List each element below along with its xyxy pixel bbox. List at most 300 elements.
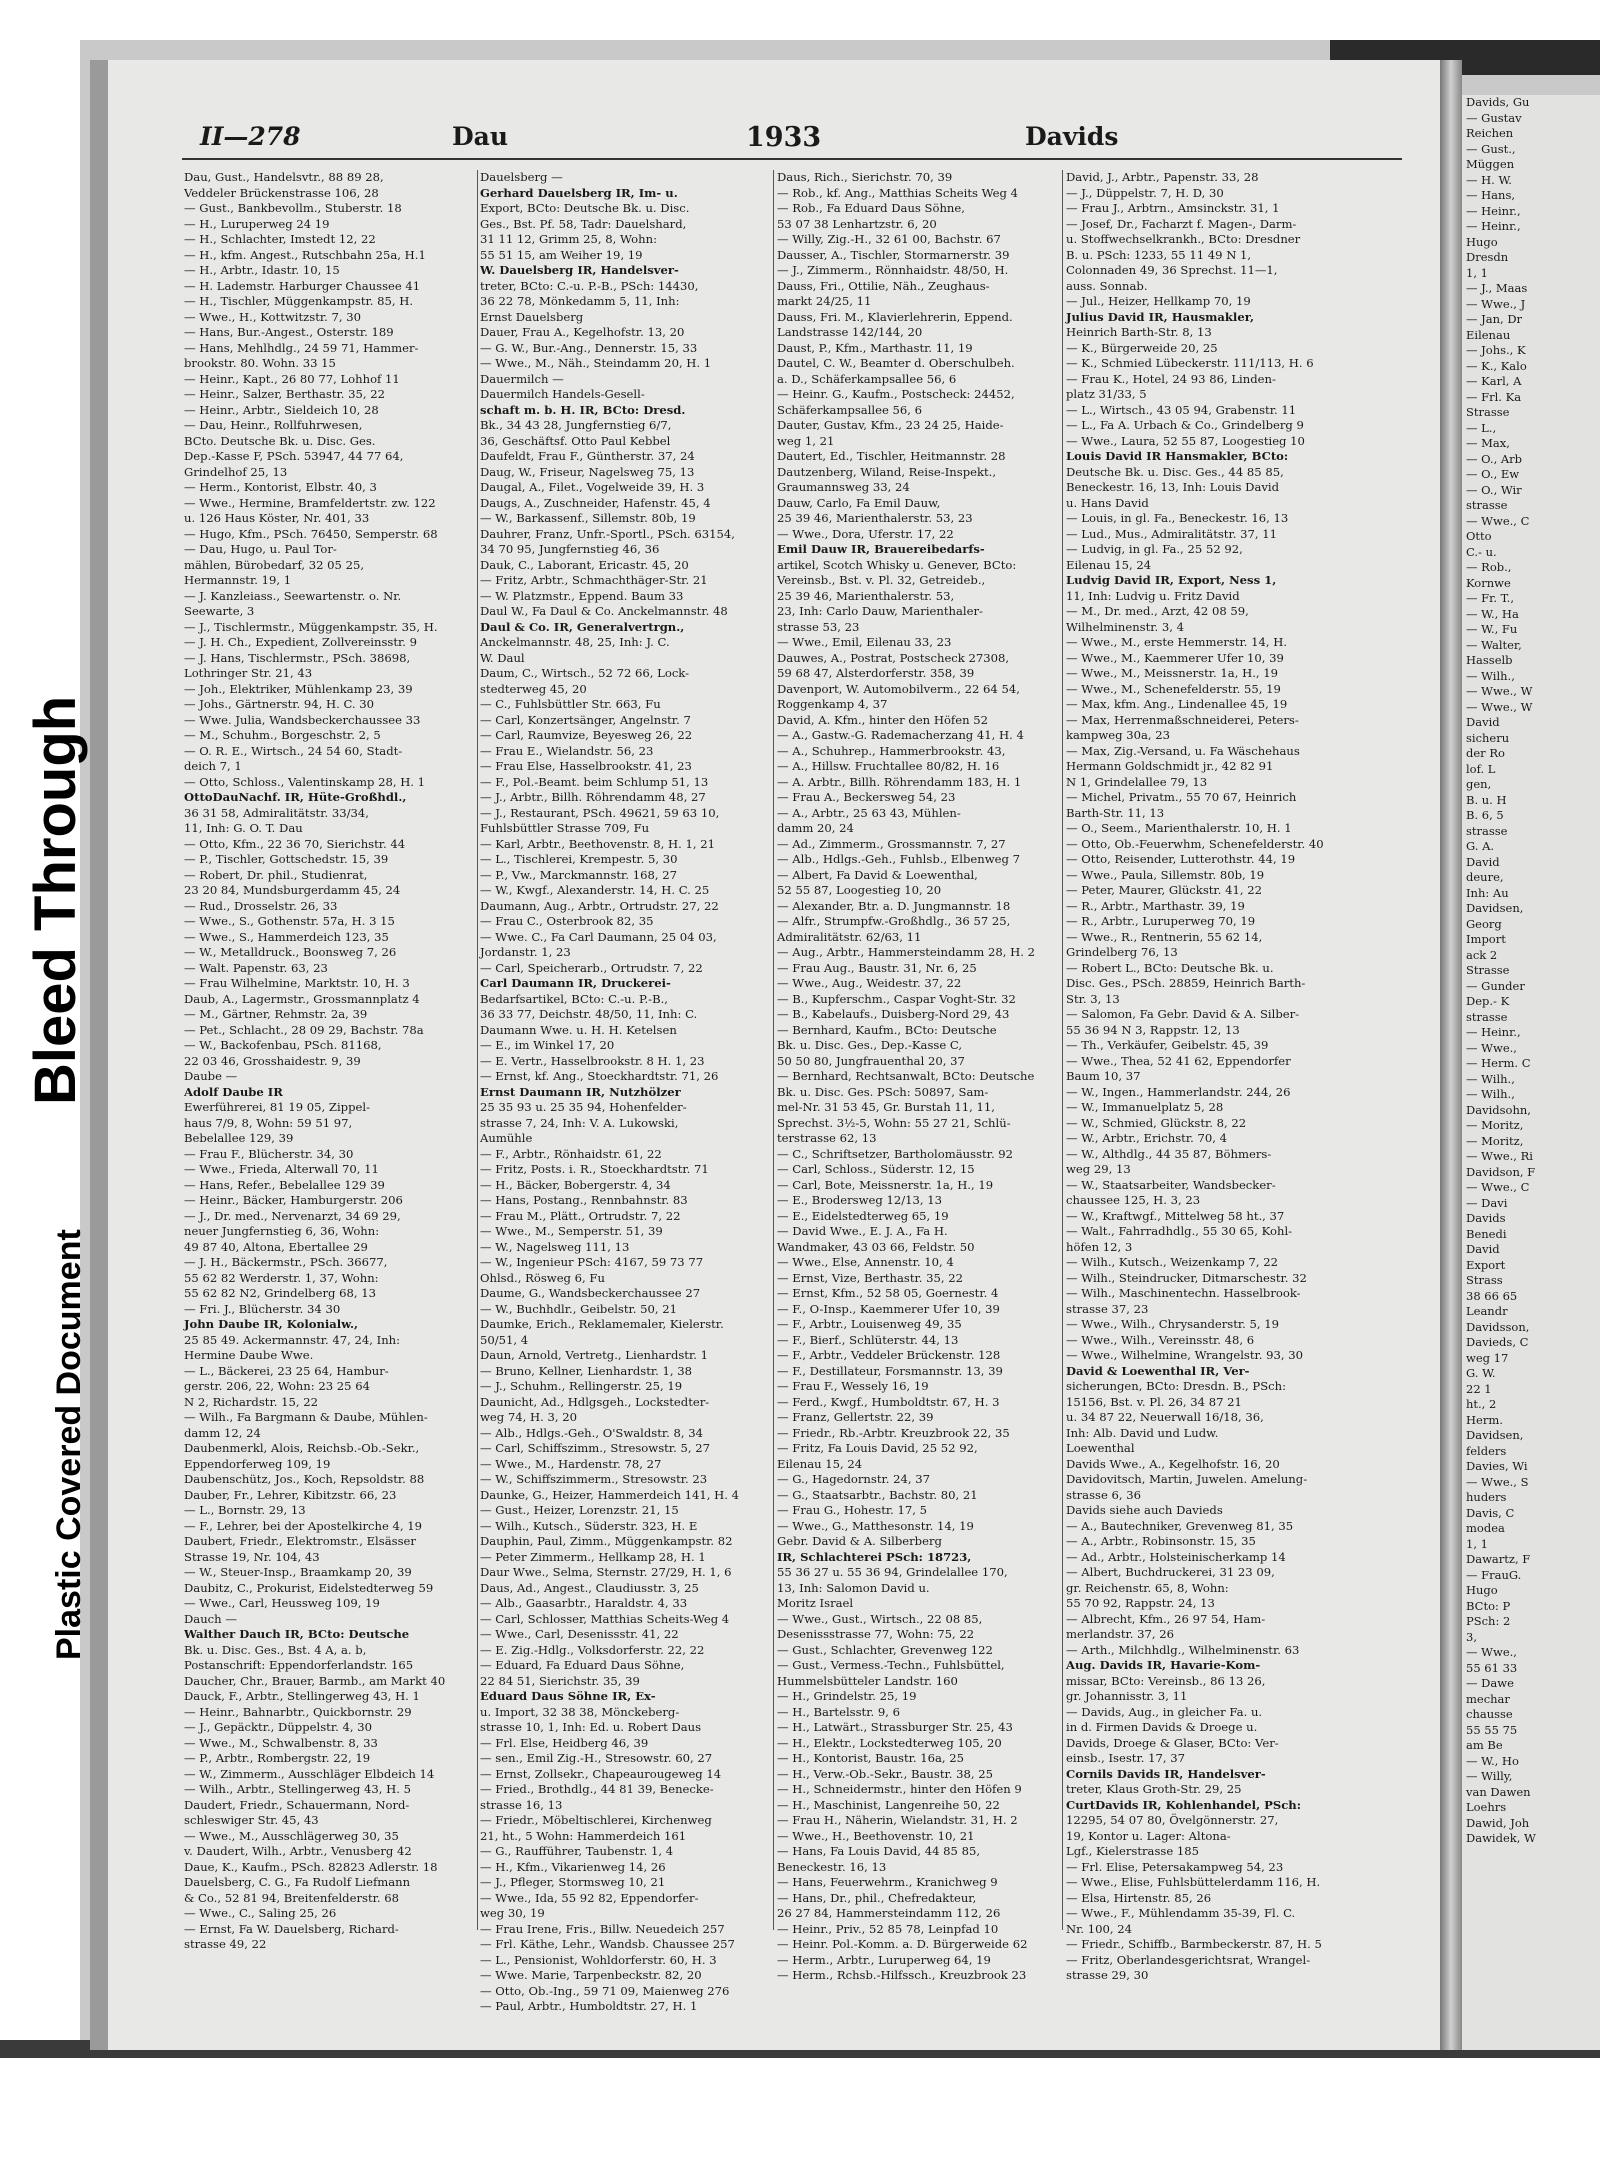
directory-entry: — Wwe., M., Ausschlägerweg 30, 35 (184, 1828, 399, 1843)
directory-entry: u. Import, 32 38 38, Mönckeberg- (480, 1704, 680, 1719)
directory-entry: gen, (1466, 777, 1492, 791)
directory-entry: — Alb., Hdlgs.-Geh., O'Swaldstr. 8, 34 (480, 1425, 704, 1440)
directory-entry: van Dawen (1466, 1784, 1531, 1799)
directory-entry: — P., Arbtr., Rombergstr. 22, 19 (184, 1751, 371, 1765)
directory-entry: Dauss, Fri., Ottilie, Näh., Zeughaus- (777, 278, 990, 293)
directory-entry: — C., Fuhlsbüttler Str. 663, Fu (480, 697, 661, 711)
directory-entry: — Jan, Dr (1466, 312, 1523, 326)
directory-entry: — L., Fa A. Urbach & Co., Grindelberg 9 (1066, 418, 1304, 432)
directory-entry: Eilenau (1466, 327, 1511, 342)
directory-entry: Georg (1466, 916, 1502, 931)
directory-entry: Bk. u. Disc. Ges. PSch: 50897, Sam- (777, 1084, 989, 1099)
directory-entry: Hummelsbütteler Landstr. 160 (777, 1673, 958, 1688)
directory-entry: Daubenmerkl, Alois, Reichsb.-Ob.-Sekr., (184, 1441, 420, 1455)
directory-entry: — Hans, Postang., Rennbahnstr. 83 (480, 1193, 688, 1207)
column-divider (477, 170, 478, 1930)
directory-entry: — E. Zig.-Hdlg., Volksdorferstr. 22, 22 (480, 1642, 705, 1657)
directory-entry: 55 55 75 (1466, 1722, 1518, 1737)
directory-entry: 11, Inh: Ludvig u. Fritz David (1066, 588, 1240, 603)
directory-entry: — E., im Winkel 17, 20 (480, 1038, 615, 1052)
directory-entry: Daucher, Chr., Brauer, Barmb., am Markt 40 (184, 1673, 446, 1688)
directory-entry: chausse (1466, 1707, 1513, 1721)
directory-entry: — W., Zimmerm., Ausschläger Elbdeich 14 (184, 1766, 435, 1781)
directory-entry: 22 1 (1466, 1381, 1492, 1396)
directory-entry: Seewarte, 3 (184, 604, 255, 618)
directory-entry: gerstr. 206, 22, Wohn: 23 25 64 (184, 1379, 370, 1393)
directory-entry: Dauermilch — (480, 371, 564, 386)
directory-entry: schleswiger Str. 45, 43 (184, 1813, 319, 1827)
directory-entry: — Frau M., Plätt., Ortrudstr. 7, 22 (480, 1208, 681, 1223)
directory-entry: — Wwe., Thea, 52 41 62, Eppendorfer (1066, 1053, 1291, 1068)
directory-entry: Dautzenberg, Wiland, Reise-Inspekt., (777, 464, 997, 479)
directory-entry: Hermannstr. 19, 1 (184, 573, 292, 587)
directory-entry: — Fritz, Arbtr., Schmachthäger-Str. 21 (480, 573, 708, 587)
directory-entry: — Frau Else, Hasselbrookstr. 41, 23 (480, 759, 692, 773)
directory-entry: — Hugo, Kfm., PSch. 76450, Semperstr. 68 (184, 526, 438, 541)
directory-entry: — W., Metalldruck., Boonsweg 7, 26 (184, 945, 397, 959)
directory-entry: — H., Bäcker, Bobergerstr. 4, 34 (480, 1177, 671, 1192)
directory-entry: Import (1466, 932, 1506, 946)
directory-entry: Dauber, Fr., Lehrer, Kibitzstr. 66, 23 (184, 1487, 397, 1502)
directory-entry: — W., Buchhdlr., Geibelstr. 50, 21 (480, 1301, 678, 1316)
book-spine (1440, 60, 1462, 2050)
directory-entry: treter, BCto: C.-u. P.-B., PSch: 14430, (480, 278, 699, 293)
directory-entry: huders (1466, 1490, 1507, 1504)
directory-entry: — M., Gärtner, Rehmstr. 2a, 39 (184, 1007, 368, 1021)
directory-entry: Dautert, Ed., Tischler, Heitmannstr. 28 (777, 449, 1006, 463)
directory-entry: Deutsche Bk. u. Disc. Ges., 44 85 85, (1066, 464, 1284, 479)
directory-entry: — Alexander, Btr. a. D. Jungmannstr. 18 (777, 898, 1011, 913)
directory-entry: — L., Tischlerei, Krempestr. 5, 30 (480, 852, 678, 866)
directory-entry: — Carl, Schiffszimm., Stresowstr. 5, 27 (480, 1441, 710, 1455)
directory-entry: — Frl. Else, Heidberg 46, 39 (480, 1735, 649, 1750)
directory-entry: — Gust., Schlachter, Grevenweg 122 (777, 1642, 993, 1657)
directory-entry: — B., Kabelaufs., Duisberg-Nord 29, 43 (777, 1007, 1010, 1021)
directory-entry: — J. H. Ch., Expedient, Zollvereinsstr. 9 (184, 635, 418, 649)
directory-entry: Dauss, Fri. M., Klavierlehrerin, Eppend. (777, 309, 1013, 324)
directory-entry: — K., Bürgerweide 20, 25 (1066, 340, 1218, 355)
directory-column-3 (777, 170, 1077, 1982)
directory-entry: Daul W., Fa Daul & Co. Anckelmannstr. 48 (480, 604, 728, 618)
directory-entry: — Otto, Schloss., Valentinskamp 28, H. 1 (184, 774, 426, 789)
directory-entry: Dauter, Gustav, Kfm., 23 24 25, Haide- (777, 418, 1004, 432)
directory-entry: — Wwe. Julia, Wandsbeckerchaussee 33 (184, 712, 421, 727)
directory-entry: N 1, Grindelallee 79, 13 (1066, 774, 1208, 789)
directory-entry: — Ernst, Vize, Berthastr. 35, 22 (777, 1270, 964, 1285)
directory-entry: — H., Schneidermstr., hinter den Höfen 9 (777, 1782, 1022, 1796)
directory-entry: — Wwe., H., Beethovenstr. 10, 21 (777, 1828, 975, 1843)
directory-entry: strasse 16, 13 (480, 1797, 563, 1812)
directory-entry: G. W. (1466, 1366, 1496, 1380)
directory-entry: strasse 53, 23 (777, 619, 860, 634)
directory-entry: Dawidek, W (1466, 1831, 1536, 1845)
directory-entry: — Friedr., Möbeltischlerei, Kirchenweg (480, 1813, 712, 1827)
directory-entry: — Pet., Schlacht., 28 09 29, Bachstr. 78a (184, 1022, 424, 1037)
directory-entry: Julius David IR, Hausmakler, (1066, 309, 1255, 324)
directory-entry: Fuhlsbüttler Strasse 709, Fu (480, 821, 650, 835)
directory-entry: — O. R. E., Wirtsch., 24 54 60, Stadt- (184, 743, 403, 758)
directory-entry: — Frau C., Osterbrook 82, 35 (480, 914, 654, 928)
directory-entry: — C., Schriftsetzer, Bartholomäusstr. 92 (777, 1146, 1014, 1161)
directory-entry: Daugal, A., Filet., Vogelweide 39, H. 3 (480, 480, 705, 494)
directory-entry: David (1466, 854, 1500, 869)
directory-entry: — Rud., Drosselstr. 26, 33 (184, 898, 338, 913)
directory-entry: — Gust., Bankbevollm., Stuberstr. 18 (184, 201, 402, 215)
directory-entry: — A., Gastw.-G. Rademacherzang 41, H. 4 (777, 728, 1024, 742)
directory-entry: Loewenthal (1066, 1441, 1135, 1455)
directory-entry: — R., Arbtr., Marthastr. 39, 19 (1066, 898, 1245, 913)
directory-entry: — O., Wir (1466, 482, 1522, 497)
directory-entry: — W., Ho (1466, 1753, 1519, 1768)
directory-entry: Strasse 19, Nr. 104, 43 (184, 1549, 320, 1564)
directory-entry: Dausser, A., Tischler, Stormarnerstr. 39 (777, 247, 1010, 262)
directory-entry: — F., Destillateur, Forsmannstr. 13, 39 (777, 1363, 1003, 1378)
directory-entry: Davis, C (1466, 1505, 1515, 1520)
directory-entry: — E., Eidelstedterweg 65, 19 (777, 1208, 949, 1223)
directory-entry: — Wwe., Wilh., Vereinsstr. 48, 6 (1066, 1332, 1255, 1347)
directory-entry: Ernst Dauelsberg (480, 309, 584, 324)
directory-entry: 55 70 92, Rappstr. 24, 13 (1066, 1596, 1215, 1610)
directory-entry: strasse 10, 1, Inh: Ed. u. Robert Daus (480, 1720, 702, 1734)
directory-entry: — M., Schuhm., Borgeschstr. 2, 5 (184, 728, 381, 742)
directory-entry: Disc. Ges., PSch. 28859, Heinrich Barth- (1066, 976, 1306, 990)
directory-entry: — Wwe., J (1466, 296, 1526, 311)
directory-entry: — Hans, Fa Louis David, 44 85 85, (777, 1844, 981, 1858)
directory-entry: — Wwe., Ida, 55 92 82, Eppendorfer- (480, 1890, 699, 1905)
directory-entry: — Otto, Kfm., 22 36 70, Sierichstr. 44 (184, 836, 406, 851)
directory-entry: Dauhrer, Franz, Unfr.-Sportl., PSch. 63154, (480, 526, 735, 541)
directory-entry: — P., Tischler, Gottschedstr. 15, 39 (184, 852, 389, 866)
directory-entry: — Franz, Gellertstr. 22, 39 (777, 1410, 934, 1424)
directory-entry: Str. 3, 13 (1066, 991, 1120, 1006)
directory-entry: — Hans, Bur.-Angest., Osterstr. 189 (184, 325, 394, 339)
directory-entry: — Ferd., Kwgf., Humboldtstr. 67, H. 3 (777, 1394, 1000, 1409)
directory-entry: Export (1466, 1257, 1506, 1272)
directory-entry: Strasse (1466, 405, 1510, 419)
directory-entry: 36, Geschäftsf. Otto Paul Kebbel (480, 433, 671, 448)
directory-entry: — Wwe., W (1466, 684, 1533, 698)
directory-entry: — Fritz, Oberlandesgerichtsrat, Wrangel- (1066, 1952, 1311, 1967)
facing-page-column (1462, 95, 1600, 2050)
directory-entry: Daun, Arnold, Vertretg., Lienhardstr. 1 (480, 1348, 708, 1362)
directory-entry: — J., Tischlermstr., Müggenkampstr. 35, H. (184, 619, 438, 634)
directory-entry: neuer Jungfernstieg 6, 36, Wohn: (184, 1224, 380, 1238)
directory-entry: — W., Ha (1466, 606, 1519, 621)
directory-entry: mel-Nr. 31 53 45, Gr. Burstah 11, 11, (777, 1100, 995, 1114)
directory-entry: — Rob., (1466, 560, 1512, 574)
directory-entry: B. u. H (1466, 792, 1507, 807)
directory-entry: — Alb., Hdlgs.-Geh., Fuhlsb., Elbenweg 7 (777, 852, 1020, 866)
directory-entry: — J., Pfleger, Stormsweg 10, 21 (480, 1875, 666, 1889)
directory-entry: — W., Kraftwgf., Mittelweg 58 ht., 37 (1066, 1208, 1285, 1223)
directory-entry: — W., Schiffszimmerm., Stresowstr. 23 (480, 1472, 708, 1486)
directory-entry: — Wwe., M., Hardenstr. 78, 27 (480, 1456, 662, 1471)
directory-entry: — Michel, Privatm., 55 70 67, Heinrich (1066, 790, 1297, 804)
directory-entry: — F., Arbtr., Louisenweg 49, 35 (777, 1317, 962, 1331)
directory-entry: Lothringer Str. 21, 43 (184, 666, 313, 680)
directory-entry: Davidsen, (1466, 1428, 1524, 1442)
directory-entry: einsb., Isestr. 17, 37 (1066, 1751, 1185, 1765)
directory-entry: Dawartz, F (1466, 1552, 1531, 1566)
directory-entry: höfen 12, 3 (1066, 1239, 1133, 1254)
directory-entry: — Wwe., S., Gothenstr. 57a, H. 3 15 (184, 914, 395, 928)
directory-entry: Daue, K., Kaufm., PSch. 82823 Adlerstr. 18 (184, 1859, 438, 1874)
directory-entry: — Frl. Elise, Petersakampweg 54, 23 (1066, 1859, 1284, 1874)
directory-entry: — Walter, (1466, 637, 1522, 652)
directory-entry: Bk. u. Disc. Ges., Dep.-Kasse C, (777, 1038, 963, 1052)
directory-entry: — Wwe., Aug., Weidestr. 37, 22 (777, 976, 962, 990)
directory-entry: Ohlsd., Rösweg 6, Fu (480, 1270, 605, 1285)
directory-entry: 49 87 40, Altona, Ebertallee 29 (184, 1239, 368, 1254)
directory-entry: 36 33 77, Deichstr. 48/50, 11, Inh: C. (480, 1007, 698, 1021)
directory-entry: — W., Althdlg., 44 35 87, Böhmers- (1066, 1146, 1272, 1161)
directory-entry: Heinrich Barth-Str. 8, 13 (1066, 325, 1212, 339)
directory-entry: — H., Kontorist, Baustr. 16a, 25 (777, 1751, 965, 1765)
directory-entry: stedterweg 45, 20 (480, 681, 587, 696)
directory-entry: — Friedr., Schiffb., Barmbeckerstr. 87, H. 5 (1066, 1937, 1322, 1951)
directory-entry: — G., Raufführer, Taubenstr. 1, 4 (480, 1844, 674, 1858)
directory-entry: — Max, Herrenmaßschneiderei, Peters- (1066, 712, 1299, 727)
directory-entry: Daugs, A., Zuschneider, Hafenstr. 45, 4 (480, 495, 711, 510)
directory-entry: David, A. Kfm., hinter den Höfen 52 (777, 712, 988, 727)
directory-entry: — Otto, Reisender, Lutterothstr. 44, 19 (1066, 852, 1296, 866)
directory-entry: deure, (1466, 870, 1504, 884)
directory-entry: Strass (1466, 1273, 1503, 1287)
directory-entry: — E., Brodersweg 12/13, 13 (777, 1193, 943, 1207)
directory-entry: — F., Arbtr., Rönhaidstr. 61, 22 (480, 1146, 662, 1161)
directory-entry: — David Wwe., E. J. A., Fa H. (777, 1224, 948, 1238)
directory-entry: deich 7, 1 (184, 759, 242, 773)
directory-entry: strasse 7, 24, Inh: V. A. Lukowski, (480, 1115, 679, 1130)
directory-entry: — Heinr., (1466, 1025, 1521, 1039)
directory-entry: u. Stoffwechselkrankh., BCto: Dresdner (1066, 232, 1301, 246)
directory-entry: 55 62 82 N2, Grindelberg 68, 13 (184, 1286, 376, 1300)
directory-entry: — W. Platzmstr., Eppend. Baum 33 (480, 588, 684, 603)
directory-entry: Beneckestr. 16, 13 (777, 1859, 887, 1874)
directory-entry: — Fr. T., (1466, 591, 1514, 605)
directory-entry: — J., Maas (1466, 281, 1528, 295)
directory-entry: Gebr. David & A. Silberberg (777, 1534, 942, 1548)
directory-entry: — Heinr., Kapt., 26 80 77, Lohhof 11 (184, 371, 400, 386)
directory-entry: chaussee 125, H. 3, 23 (1066, 1193, 1201, 1207)
directory-entry: strasse 6, 36 (1066, 1487, 1142, 1502)
directory-entry: Davenport, W. Automobilverm., 22 64 54, (777, 681, 1020, 696)
directory-entry: Bk., 34 43 28, Jungfernstieg 6/7, (480, 418, 672, 432)
directory-entry: — Frau H., Näherin, Wielandstr. 31, H. 2 (777, 1813, 1018, 1827)
directory-entry: — Dawe (1466, 1676, 1514, 1690)
directory-entry: — A., Arbtr., 25 63 43, Mühlen- (777, 805, 961, 820)
directory-entry: 15156, Bst. v. Pl. 26, 34 87 21 (1066, 1394, 1242, 1409)
directory-entry: 55 51 15, am Weiher 19, 19 (480, 247, 643, 262)
directory-entry: — Ludvig, in gl. Fa., 25 52 92, (1066, 542, 1243, 556)
directory-entry: 36 22 78, Mönkedamm 5, 11, Inh: (480, 294, 680, 308)
directory-entry: u. 126 Haus Köster, Nr. 401, 33 (184, 511, 370, 525)
directory-entry: Dautel, C. W., Beamter d. Oberschulbeh. (777, 356, 1015, 370)
directory-entry: — Frau Wilhelmine, Marktstr. 10, H. 3 (184, 976, 410, 990)
directory-entry: — H., Luruperweg 24 19 (184, 216, 330, 231)
directory-entry: — sen., Emil Zig.-H., Stresowstr. 60, 27 (480, 1751, 713, 1765)
directory-entry: strasse (1466, 498, 1508, 512)
directory-entry: Daumann Wwe. u. H. H. Ketelsen (480, 1022, 677, 1037)
directory-entry: PSch: 2 (1466, 1614, 1511, 1628)
directory-entry: damm 20, 24 (777, 821, 854, 835)
directory-entry: Aumühle (480, 1131, 533, 1145)
directory-entry: Bebelallee 129, 39 (184, 1131, 294, 1145)
directory-entry: 55 36 27 u. 55 36 94, Grindelallee 170, (777, 1565, 1008, 1579)
directory-entry: — H., Verw.-Ob.-Sekr., Baustr. 38, 25 (777, 1766, 994, 1781)
directory-entry: — O., Arb (1466, 451, 1523, 466)
directory-entry: — Wwe., (1466, 1645, 1517, 1659)
directory-entry: Gerhard Dauelsberg IR, Im- u. (480, 185, 678, 200)
directory-entry: — E. Vertr., Hasselbrookstr. 8 H. 1, 23 (480, 1053, 705, 1068)
directory-entry: — Wwe., Carl, Desenissstr. 41, 22 (480, 1627, 679, 1641)
directory-entry: — Carl, Raumvize, Beyesweg 26, 22 (480, 728, 693, 742)
directory-entry: — O., Seem., Marienthalerstr. 10, H. 1 (1066, 821, 1292, 835)
directory-entry: — H., Grindelstr. 25, 19 (777, 1689, 917, 1703)
directory-entry: — Hans, Refer., Bebelallee 129 39 (184, 1177, 385, 1192)
directory-entry: — R., Arbtr., Luruperweg 70, 19 (1066, 914, 1256, 928)
directory-entry: u. Hans David (1066, 495, 1149, 510)
directory-entry: — Aug., Arbtr., Hammersteindamm 28, H. 2 (777, 945, 1035, 959)
directory-entry: — J., Schuhm., Rellingerstr. 25, 19 (480, 1379, 683, 1393)
directory-entry: Dauelsberg, C. G., Fa Rudolf Liefmann (184, 1875, 411, 1889)
directory-entry: mählen, Bürobedarf, 32 05 25, (184, 557, 365, 572)
directory-entry: — J. Hans, Tischlermstr., PSch. 38698, (184, 650, 411, 665)
directory-entry: — Jul., Heizer, Hellkamp 70, 19 (1066, 294, 1251, 308)
directory-entry: Reichen (1466, 126, 1514, 140)
directory-entry: am Be (1466, 1738, 1503, 1752)
directory-entry: — Wwe. C., Fa Carl Daumann, 25 04 03, (480, 929, 717, 944)
directory-entry: Daubert, Friedr., Elektromstr., Elsässer (184, 1534, 416, 1548)
directory-entry: — Fritz, Fa Louis David, 25 52 92, (777, 1441, 978, 1455)
directory-entry: felders (1466, 1443, 1507, 1458)
directory-entry: Dauer, Frau A., Kegelhofstr. 13, 20 (480, 325, 685, 339)
directory-entry: — Wwe., M., Schwalbenstr. 8, 33 (184, 1735, 378, 1750)
directory-entry: 38 66 65 (1466, 1288, 1518, 1303)
directory-entry: missar, BCto: Vereinsb., 86 13 26, (1066, 1673, 1266, 1688)
directory-entry: — Wwe., M., Schenefelderstr. 55, 19 (1066, 681, 1281, 696)
directory-entry: Vereinsb., Bst. v. Pl. 32, Getreideb., (777, 573, 986, 587)
directory-entry: — Davi (1466, 1195, 1508, 1210)
directory-entry: Daur Wwe., Selma, Sternstr. 27/29, H. 1, 6 (480, 1565, 732, 1579)
directory-entry: Dauelsberg — (480, 170, 563, 184)
directory-entry: — Albert, Fa David & Loewenthal, (777, 867, 978, 882)
directory-entry: — Wwe., Hermine, Bramfeldertstr. zw. 122 (184, 495, 436, 510)
directory-entry: Dep.-Kasse F, PSch. 53947, 44 77 64, (184, 449, 404, 463)
directory-entry: — Willy, (1466, 1769, 1513, 1783)
directory-entry: strasse 29, 30 (1066, 1968, 1149, 1982)
directory-entry: — Wwe., M., Kaemmerer Ufer 10, 39 (1066, 650, 1284, 665)
directory-entry: — Herm., Arbtr., Luruperweg 64, 19 (777, 1952, 991, 1967)
directory-entry: 50/51, 4 (480, 1332, 529, 1347)
directory-entry: haus 7/9, 8, Wohn: 59 51 97, (184, 1115, 353, 1130)
directory-entry: Davidovitsch, Martin, Juwelen. Amelung- (1066, 1472, 1308, 1486)
directory-entry: terstrasse 62, 13 (777, 1131, 877, 1145)
directory-entry: 55 61 33 (1466, 1660, 1518, 1675)
plastic-covered-label: Plastic Covered Document (50, 1229, 88, 1660)
directory-entry: Daumann, Aug., Arbtr., Ortrudstr. 27, 22 (480, 898, 719, 913)
directory-entry: Walther Dauch IR, BCto: Deutsche (184, 1627, 410, 1641)
directory-entry: — Elsa, Hirtenstr. 85, 26 (1066, 1890, 1212, 1905)
directory-entry: Landstrasse 142/144, 20 (777, 325, 923, 339)
directory-entry: — Wwe., Frieda, Alterwall 70, 11 (184, 1162, 379, 1176)
directory-entry: — Wilh., Kutsch., Süderstr. 323, H. E (480, 1518, 698, 1533)
directory-entry: Daus, Ad., Angest., Claudiusstr. 3, 25 (480, 1580, 699, 1595)
directory-entry: weg 29, 13 (1066, 1162, 1131, 1176)
directory-entry: W. Dauelsberg IR, Handelsver- (480, 263, 679, 277)
directory-entry: Postanschrift: Eppendorferlandstr. 165 (184, 1658, 414, 1672)
directory-column-4 (1066, 170, 1366, 1982)
directory-entry: — Frau G., Hohestr. 17, 5 (777, 1503, 927, 1517)
directory-entry: — J., Dr. med., Nervenarzt, 34 69 29, (184, 1208, 401, 1223)
directory-entry: mechar (1466, 1691, 1510, 1706)
directory-entry: modea (1466, 1521, 1505, 1535)
directory-entry: Barth-Str. 11, 13 (1066, 805, 1165, 820)
directory-entry: Veddeler Brückenstrasse 106, 28 (184, 185, 379, 200)
directory-entry: — Heinr., Bäcker, Hamburgerstr. 206 (184, 1193, 403, 1207)
directory-entry: in d. Firmen Davids & Droege u. (1066, 1720, 1258, 1734)
directory-entry: Eilenau 15, 24 (777, 1456, 863, 1471)
directory-entry: — Wilh., Maschinentechn. Hasselbrook- (1066, 1286, 1301, 1300)
directory-entry: — Herm., Kontorist, Elbstr. 40, 3 (184, 480, 377, 494)
directory-entry: auss. Sonnab. (1066, 278, 1148, 293)
directory-entry: artikel, Scotch Whisky u. Genever, BCto: (777, 557, 1017, 572)
directory-entry: — Carl, Speicherarb., Ortrudstr. 7, 22 (480, 960, 703, 975)
directory-entry: — FrauG. (1466, 1567, 1522, 1582)
directory-entry: 19, Kontor u. Lager: Altona- (1066, 1828, 1231, 1843)
directory-entry: — Wwe., S., Hammerdeich 123, 35 (184, 929, 389, 944)
directory-entry: — A., Arbtr., Robinsonstr. 15, 35 (1066, 1534, 1256, 1548)
directory-entry: treter, Klaus Groth-Str. 29, 25 (1066, 1782, 1242, 1796)
directory-entry: Eduard Daus Söhne IR, Ex- (480, 1689, 656, 1703)
directory-entry: — Louis, in gl. Fa., Beneckestr. 16, 13 (1066, 511, 1289, 525)
directory-entry: — Wwe., Dora, Uferstr. 17, 22 (777, 526, 954, 541)
directory-entry: — Ernst, kf. Ang., Stoeckhardtstr. 71, 26 (480, 1069, 719, 1083)
directory-entry: — Wilh., (1466, 668, 1515, 683)
directory-entry: — Heinr., Bahnarbtr., Quickbornstr. 29 (184, 1704, 412, 1719)
directory-entry: — W., Steuer-Insp., Braamkamp 20, 39 (184, 1565, 412, 1579)
directory-entry: — Carl, Schlosser, Matthias Scheits-Weg 4 (480, 1611, 730, 1626)
directory-entry: — L., Bäckerei, 23 25 64, Hambur- (184, 1363, 389, 1378)
directory-entry: — Max, kfm. Ang., Lindenallee 45, 19 (1066, 697, 1288, 711)
directory-entry: Daunicht, Ad., Hdlgsgeh., Lockstedter- (480, 1394, 710, 1409)
directory-entry: 59 68 47, Alsterdorferstr. 358, 39 (777, 666, 975, 680)
directory-entry: 25 39 46, Marienthalerstr. 53, (777, 588, 955, 603)
directory-entry: weg 30, 19 (480, 1906, 545, 1920)
directory-entry: — J., Zimmerm., Rönnhaidstr. 48/50, H. (777, 263, 1009, 277)
directory-entry: — Robert, Dr. phil., Studienrat, (184, 867, 368, 882)
directory-entry: 22 84 51, Sierichstr. 35, 39 (480, 1673, 640, 1688)
directory-entry: 23 20 84, Mundsburgerdamm 45, 24 (184, 883, 401, 897)
directory-entry: — J. Kanzleiass., Seewartenstr. o. Nr. (184, 588, 402, 603)
directory-entry: Daug, W., Friseur, Nagelsweg 75, 13 (480, 464, 695, 479)
directory-entry: Ludvig David IR, Export, Ness 1, (1066, 573, 1277, 587)
directory-entry: — L., (1466, 420, 1497, 435)
directory-entry: — Frau F., Blücherstr. 34, 30 (184, 1146, 354, 1161)
directory-entry: — Wwe., Wilhelmine, Wrangelstr. 93, 30 (1066, 1348, 1304, 1362)
directory-entry: — H., Tischler, Müggenkampstr. 85, H. (184, 294, 414, 308)
directory-entry: — W., Fu (1466, 622, 1518, 636)
directory-entry: — Wwe., Ri (1466, 1149, 1533, 1163)
directory-column-1 (184, 170, 484, 1951)
directory-entry: 1, 1 (1466, 265, 1488, 280)
directory-entry: — H., Arbtr., Idastr. 10, 15 (184, 263, 340, 277)
directory-entry: Daume, G., Wandsbeckerchaussee 27 (480, 1286, 701, 1300)
directory-entry: — Dau, Hugo, u. Paul Tor- (184, 542, 337, 556)
directory-entry: OttoDauNachf. IR, Hüte-Großhdl., (184, 790, 407, 804)
directory-entry: 34 70 95, Jungfernstieg 46, 36 (480, 542, 660, 556)
directory-entry: — Ad., Zimmerm., Grossmannstr. 7, 27 (777, 836, 1006, 851)
